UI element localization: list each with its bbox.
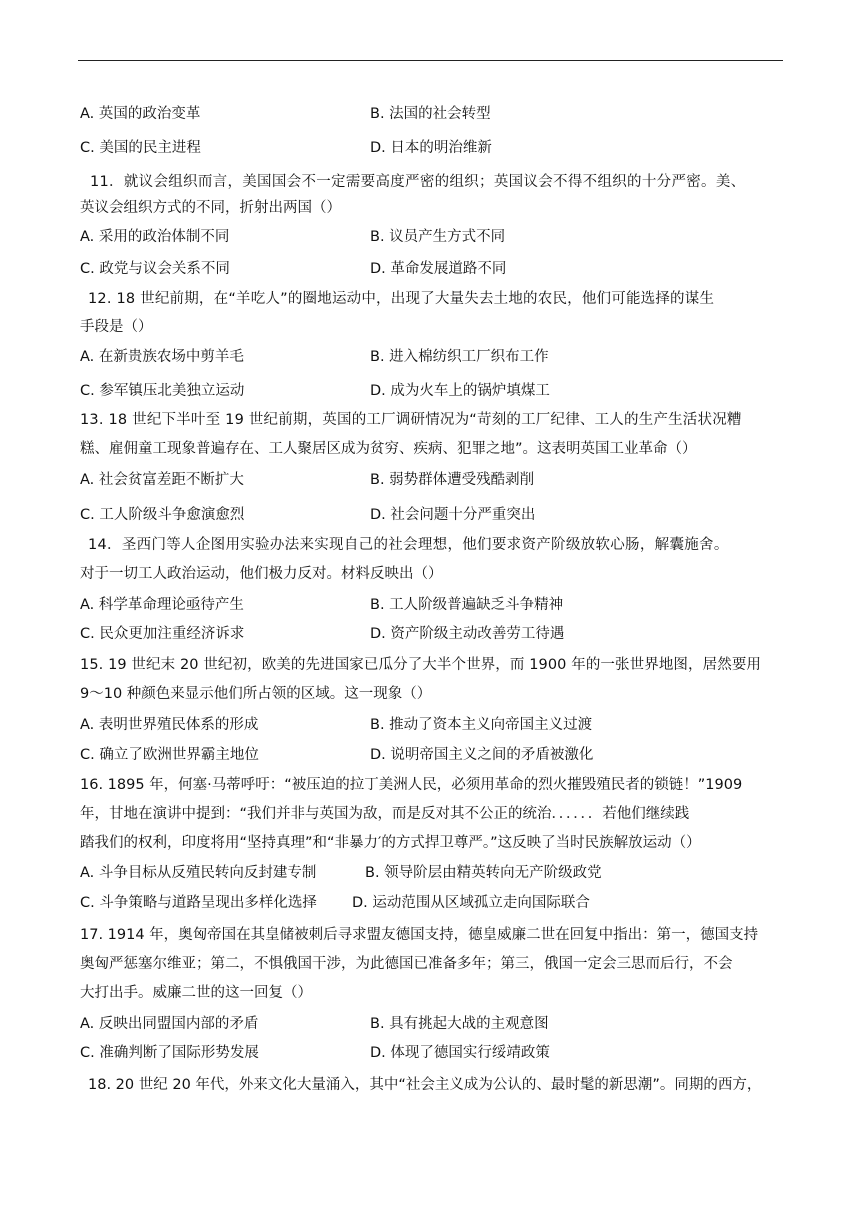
- q11-stem-line-1: 11．就议会组织而言，美国国会不一定需要高度严密的组织；英国议会不得不组织的十分严密。美、: [90, 174, 746, 190]
- q14-option-b[interactable]: B. 工人阶级普遍缺乏斗争精神: [370, 597, 564, 613]
- q11-option-a[interactable]: A. 采用的政治体制不同: [80, 229, 230, 245]
- q15-option-b[interactable]: B. 推动了资本主义向帝国主义过渡: [370, 717, 593, 733]
- q16-option-b[interactable]: B. 领导阶层由精英转向无产阶级政党: [365, 865, 602, 881]
- q15-option-d[interactable]: D. 说明帝国主义之间的矛盾被激化: [370, 747, 594, 763]
- q10-option-b[interactable]: B. 法国的社会转型: [370, 106, 491, 122]
- q14-option-c[interactable]: C. 民众更加注重经济诉求: [80, 626, 245, 642]
- q16-option-c[interactable]: C. 斗争策略与道路呈现出多样化选择: [80, 895, 317, 911]
- q17-option-b[interactable]: B. 具有挑起大战的主观意图: [370, 1016, 549, 1032]
- q16-stem-line-1: 16. 1895 年，何塞·马蒂呼吁：“被压迫的拉丁美洲人民，必须用革命的烈火摧毁殖民者的锁链！”1909: [80, 777, 743, 793]
- q15-option-a[interactable]: A. 表明世界殖民体系的形成: [80, 717, 259, 733]
- q17-stem-line-2: 奥匈严惩塞尔维亚；第二，不惧俄国干涉，为此德国已准备多年；第三，俄国一定会三思而后行，不会: [80, 956, 733, 972]
- q17-stem-line-1: 17. 1914 年，奥匈帝国在其皇储被刺后寻求盟友德国支持，德皇威廉二世在回复中指出：第一，德国支持: [80, 927, 759, 943]
- q17-stem-line-3: 大打出手。威廉二世的这一回复（）: [80, 985, 312, 1001]
- q14-stem-line-1: 14．圣西门等人企图用实验办法来实现自己的社会理想，他们要求资产阶级放软心肠，解囊施舍。: [88, 537, 729, 553]
- q12-option-c[interactable]: C. 参军镇压北美独立运动: [80, 383, 245, 399]
- q13-option-b[interactable]: B. 弱势群体遭受残酷剥削: [370, 472, 535, 488]
- q14-option-a[interactable]: A. 科学革命理论亟待产生: [80, 597, 244, 613]
- q10-option-d[interactable]: D. 日本的明治维新: [370, 140, 492, 156]
- q11-option-c[interactable]: C. 政党与议会关系不同: [80, 261, 230, 277]
- q13-option-a[interactable]: A. 社会贫富差距不断扩大: [80, 472, 244, 488]
- q10-option-a[interactable]: A. 英国的政治变革: [80, 106, 201, 122]
- q17-option-d[interactable]: D. 体现了德国实行绥靖政策: [370, 1045, 550, 1061]
- q18-stem-line-1: 18. 20 世纪 20 年代，外来文化大量涌入，其中“社会主义成为公认的、最时髦的新思潮”。同期的西方，: [88, 1077, 762, 1093]
- header-rule: [78, 60, 783, 61]
- q12-option-d[interactable]: D. 成为火车上的锅炉填煤工: [370, 383, 550, 399]
- q13-option-c[interactable]: C. 工人阶级斗争愈演愈烈: [80, 507, 245, 523]
- q13-option-d[interactable]: D. 社会问题十分严重突出: [370, 507, 536, 523]
- q15-stem-line-1: 15. 19 世纪末 20 世纪初，欧美的先进国家已瓜分了大半个世界，而 1900 年的一张世界地图，居然要用: [80, 657, 762, 673]
- q10-option-c[interactable]: C. 美国的民主进程: [80, 140, 201, 156]
- q12-stem-line-2: 手段是（）: [80, 319, 153, 335]
- q11-option-d[interactable]: D. 革命发展道路不同: [370, 261, 507, 277]
- q11-option-b[interactable]: B. 议员产生方式不同: [370, 229, 506, 245]
- q13-stem-line-1: 13. 18 世纪下半叶至 19 世纪前期，英国的工厂调研情况为“苛刻的工厂纪律、工人的生产生活状况糟: [80, 412, 742, 428]
- q11-stem-line-2: 英议会组织方式的不同，折射出两国（）: [80, 200, 341, 216]
- q17-option-c[interactable]: C. 准确判断了国际形势发展: [80, 1045, 259, 1061]
- q14-stem-line-2: 对于一切工人政治运动，他们极力反对。材料反映出（）: [80, 566, 443, 582]
- q15-option-c[interactable]: C. 确立了欧洲世界霸主地位: [80, 747, 259, 763]
- q16-stem-line-2: 年，甘地在演讲中提到：“我们并非与英国为敌，而是反对其不公正的统治．．．．．．若他们继续践: [80, 806, 690, 822]
- q16-option-d[interactable]: D. 运动范围从区域孤立走向国际联合: [352, 895, 590, 911]
- q17-option-a[interactable]: A. 反映出同盟国内部的矛盾: [80, 1016, 259, 1032]
- q16-option-a[interactable]: A. 斗争目标从反殖民转向反封建专制: [80, 865, 317, 881]
- q14-option-d[interactable]: D. 资产阶级主动改善劳工待遇: [370, 626, 565, 642]
- q12-stem-line-1: 12. 18 世纪前期，在“羊吃人”的圈地运动中，出现了大量失去土地的农民，他们可能选择的谋生: [88, 291, 715, 307]
- q13-stem-line-2: 糕、雇佣童工现象普遍存在、工人聚居区成为贫穷、疾病、犯罪之地”。这表明英国工业革命（）: [80, 441, 697, 457]
- q15-stem-line-2: 9～10 种颜色来显示他们所占领的区域。这一现象（）: [80, 686, 432, 702]
- q12-option-b[interactable]: B. 进入棉纺织工厂织布工作: [370, 349, 549, 365]
- q16-stem-line-3: 踏我们的权利，印度将用“坚持真理”和“非暴力′的方式捍卫尊严。”这反映了当时民族解放运动（）: [80, 835, 701, 851]
- q12-option-a[interactable]: A. 在新贵族农场中剪羊毛: [80, 349, 244, 365]
